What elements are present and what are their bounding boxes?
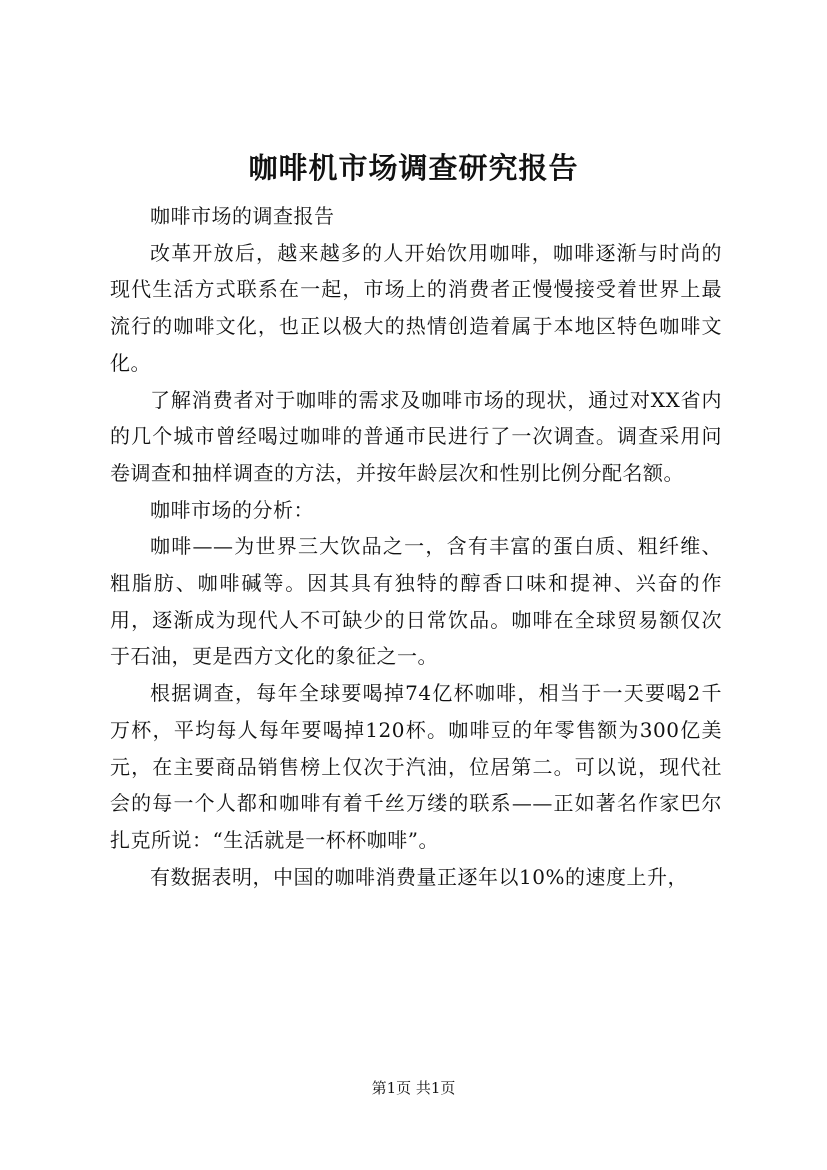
paragraph-china-growth: 有数据表明，中国的咖啡消费量正逐年以10%的速度上升，	[150, 864, 688, 889]
paragraph-survey-method: 了解消费者对于咖啡的需求及咖啡市场的现状，通过对XX省内的几个城市曾经喝过咖啡的普通市民进行了一次调查。调查采用问卷调查和抽样调查的方法，并按年龄层次和性别比例分配名额。	[110, 387, 722, 485]
paragraph-coffee-overview: 咖啡——为世界三大饮品之一，含有丰富的蛋白质、粗纤维、粗脂肪、咖啡碱等。因其具有独特的醇香口味和提神、兴奋的作用，逐渐成为现代人不可缺少的日常饮品。咖啡在全球贸易额仅次于石油，更是西方文化的象征之一。	[110, 534, 722, 669]
page-footer: 第1页 共1页	[371, 1079, 456, 1097]
section-heading-market-analysis: 咖啡市场的分析：	[150, 497, 314, 522]
document-title: 咖啡机市场调查研究报告	[248, 151, 579, 185]
section-heading-survey-report: 咖啡市场的调查报告	[150, 204, 335, 228]
paragraph-global-consumption: 根据调查，每年全球要喝掉74亿杯咖啡，相当于一天要喝2千万杯，平均每人每年要喝掉120杯。咖啡豆的年零售额为300亿美元，在主要商品销售榜上仅次于汽油，位居第二。可以说，现代社会的每一个人都和咖啡有着千丝万缕的联系——正如著名作家巴尔扎克所说：“生活就是一杯杯咖啡”。	[110, 681, 722, 852]
paragraph-intro: 改革开放后，越来越多的人开始饮用咖啡，咖啡逐渐与时尚的现代生活方式联系在一起，市场上的消费者正慢慢接受着世界上最流行的咖啡文化，也正以极大的热情创造着属于本地区特色咖啡文化。	[110, 240, 722, 375]
document-body	[110, 198, 722, 895]
